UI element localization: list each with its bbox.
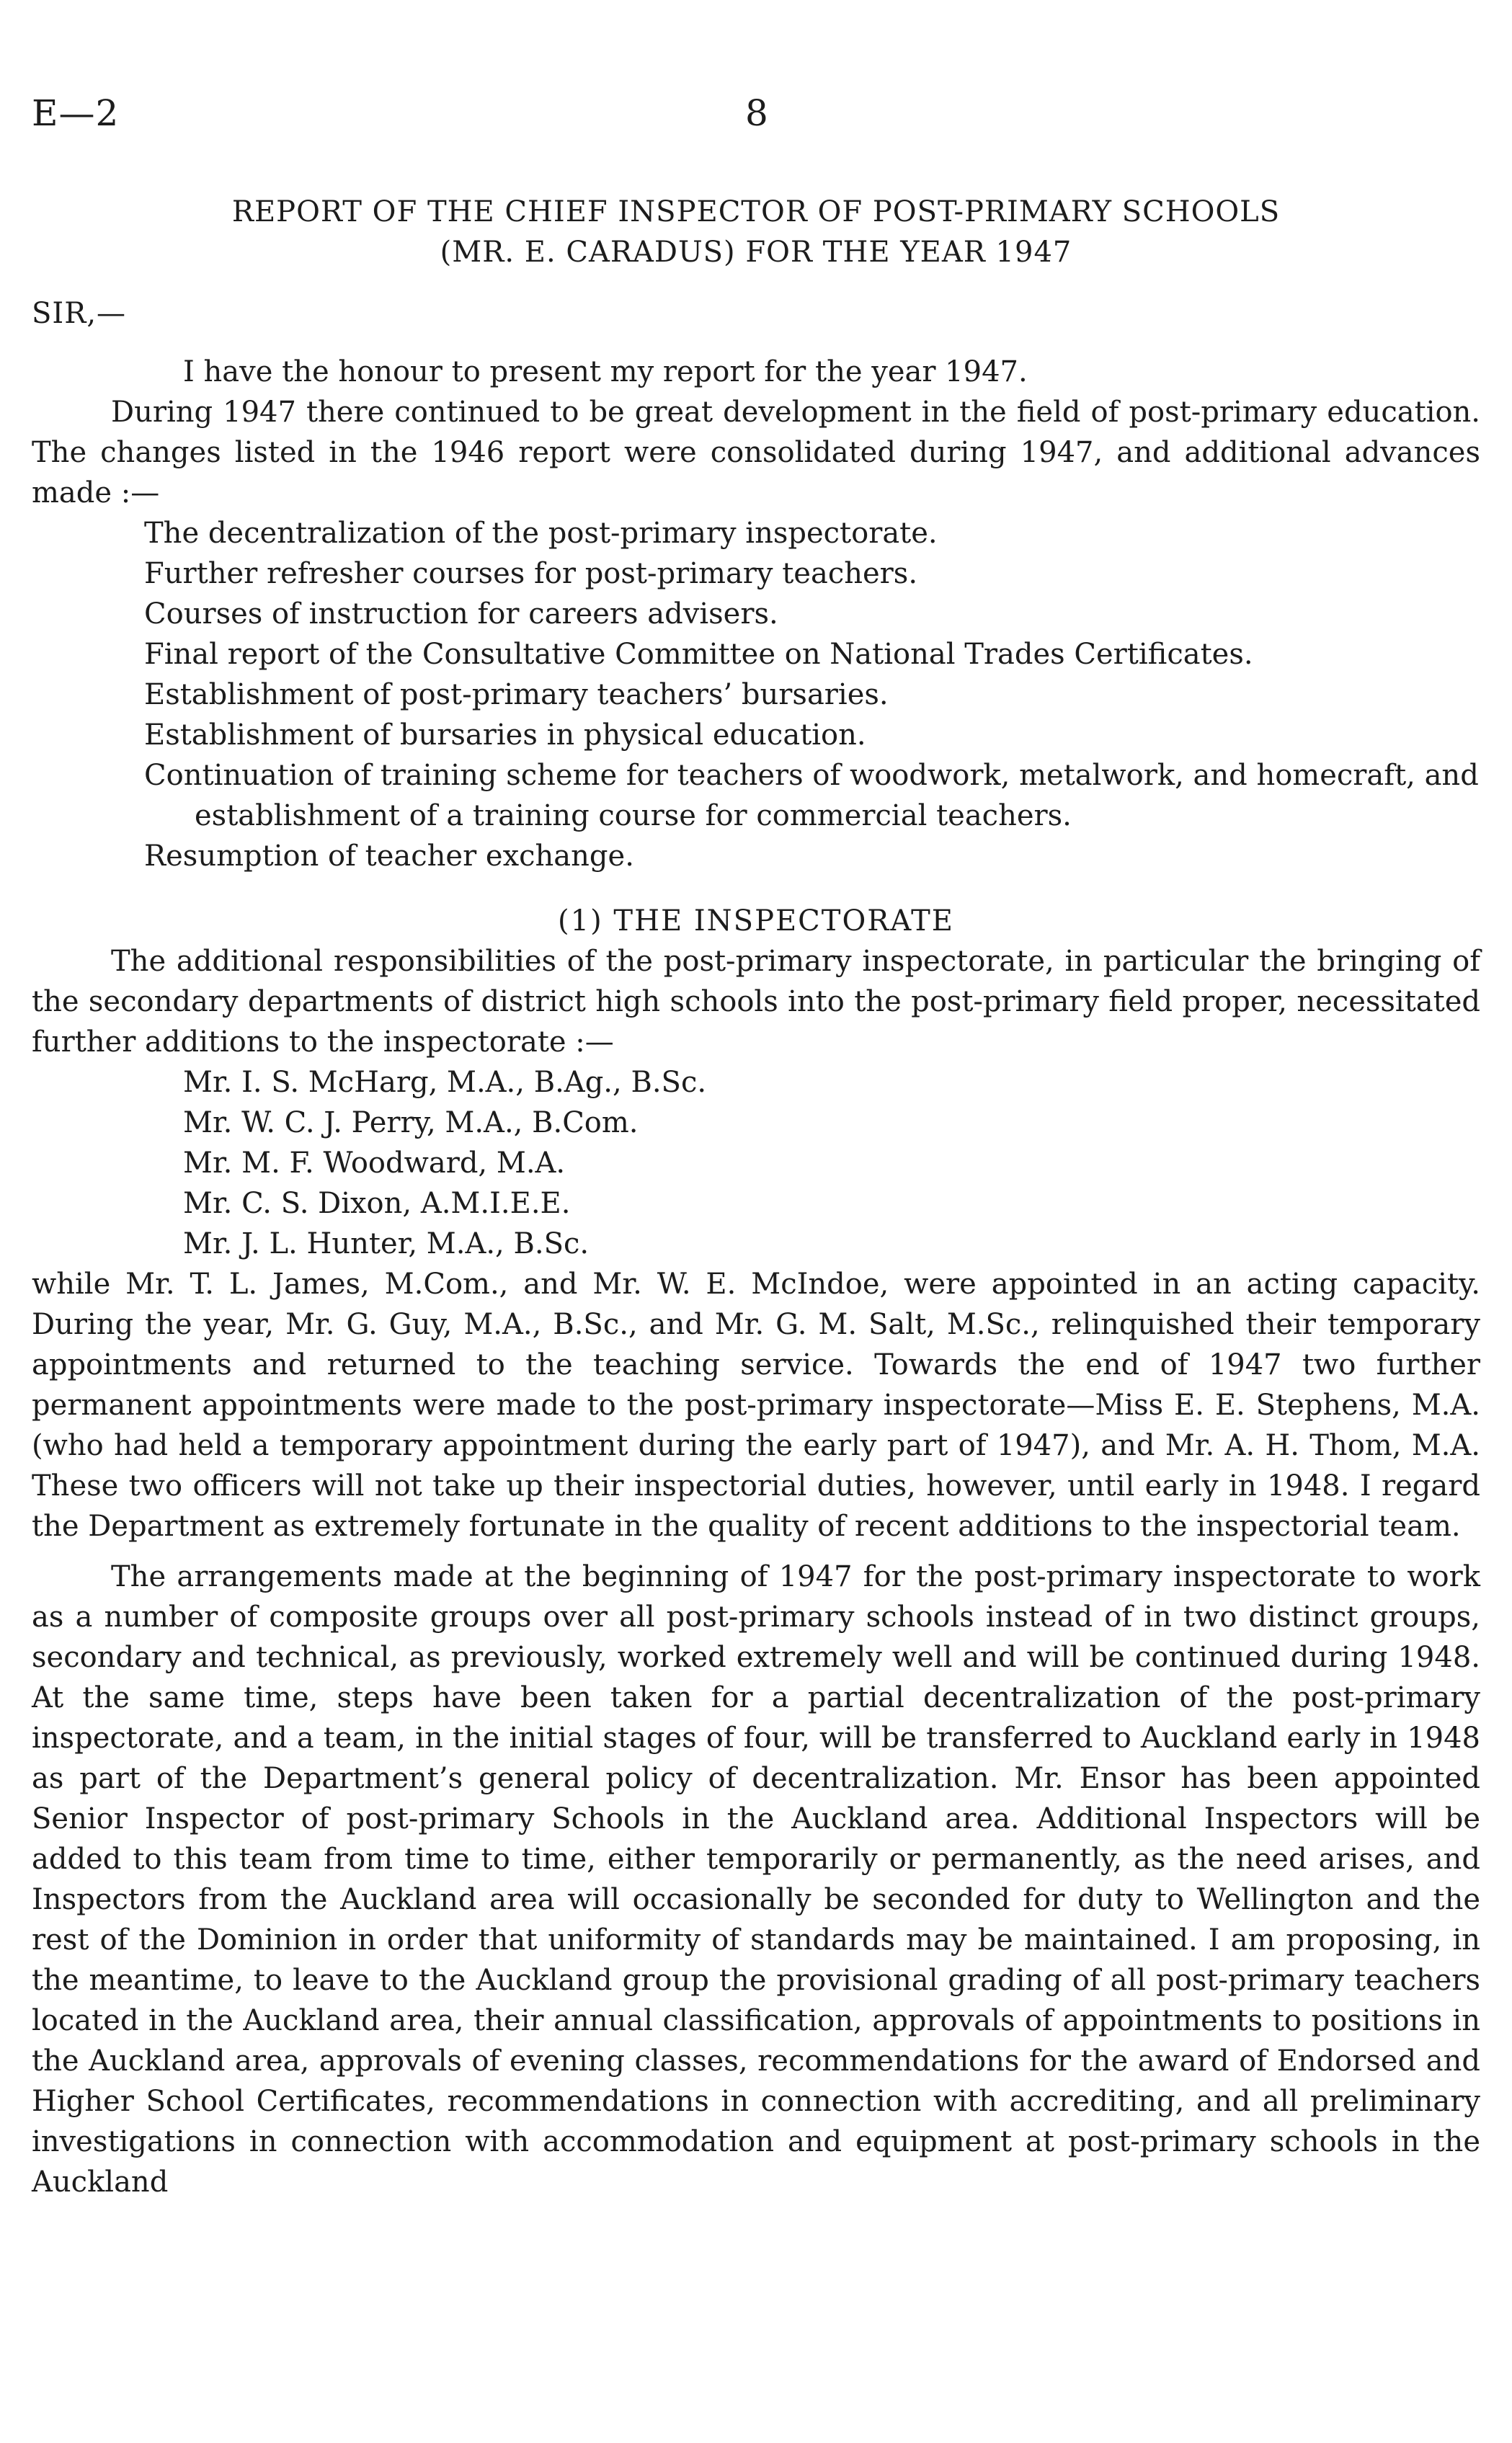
list-item: Resumption of teacher exchange. bbox=[144, 840, 634, 873]
intro-paragraph-1: I have the honour to present my report for the year 1947. bbox=[183, 355, 1028, 388]
list-item: Mr. W. C. J. Perry, M.A., B.Com. bbox=[183, 1106, 639, 1139]
page-reference: E—2 bbox=[32, 92, 120, 134]
list-item: Mr. J. L. Hunter, M.A., B.Sc. bbox=[183, 1227, 590, 1260]
document-page bbox=[32, 0, 1480, 2443]
list-item: Establishment of post-primary teachers’ bursaries. bbox=[144, 678, 889, 711]
report-title-line-1: REPORT OF THE CHIEF INSPECTOR OF POST-PRIMARY SCHOOLS bbox=[231, 195, 1281, 228]
list-item: Continuation of training scheme for teachers of woodwork, metalwork, and homecraft, and establishment of a training course for commercial teachers. bbox=[144, 759, 1479, 832]
list-item: Mr. M. F. Woodward, M.A. bbox=[183, 1147, 566, 1180]
list-item: The decentralization of the post-primary inspectorate. bbox=[144, 517, 938, 550]
report-body bbox=[32, 352, 1480, 2202]
salutation: SIR,— bbox=[32, 297, 127, 330]
appointees-list bbox=[32, 1062, 1480, 1264]
inspectorate-paragraph-1: The additional responsibilities of the post-primary inspectorate, in particular the bringing of the secondary departments of district high schools into the post-primary field proper, necessitated further additions to the inspectorate :— bbox=[32, 945, 1480, 1059]
page-header bbox=[32, 92, 1480, 143]
list-item: Establishment of bursaries in physical education. bbox=[144, 718, 866, 752]
page-number: 8 bbox=[745, 92, 768, 134]
inspectorate-paragraph-2: while Mr. T. L. James, M.Com., and Mr. W. E. McIndoe, were appointed in an acting capacity. During the year, Mr. G. Guy, M.A., B.Sc., and Mr. G. M. Salt, M.Sc., relinquished their temporary appointments and returned to the teaching service. Towards the end of 1947 two further permanent appointments were made to the post-primary inspectorate—Miss E. E. Stephens, M.A. (who had held a temporary appointment during the early part of 1947), and Mr. A. H. Thom, M.A. These two officers will not take up their inspectorial duties, however, until early in 1948. I regard the Department as extremely fortunate in the quality of recent additions to the inspectorial team. bbox=[32, 1268, 1480, 1543]
report-title bbox=[32, 192, 1480, 272]
list-item: Mr. I. S. McHarg, M.A., B.Ag., B.Sc. bbox=[183, 1066, 707, 1099]
section-heading-inspectorate: (1) THE INSPECTORATE bbox=[558, 904, 954, 938]
report-title-line-2: (MR. E. CARADUS) FOR THE YEAR 1947 bbox=[440, 236, 1072, 269]
intro-paragraph-2: During 1947 there continued to be great development in the field of post-primary education. The changes listed in the 1946 report were consolidated during 1947, and additional advances made :— bbox=[32, 396, 1480, 509]
list-item: Courses of instruction for careers advisers. bbox=[144, 597, 778, 631]
changes-list bbox=[32, 513, 1480, 876]
list-item: Further refresher courses for post-primary teachers. bbox=[144, 557, 918, 590]
list-item: Final report of the Consultative Committee on National Trades Certificates. bbox=[144, 638, 1253, 671]
list-item: Mr. C. S. Dixon, A.M.I.E.E. bbox=[183, 1187, 571, 1220]
inspectorate-paragraph-3: The arrangements made at the beginning of 1947 for the post-primary inspectorate to work as a number of composite groups over all post-primary schools instead of in two distinct groups, secondary and technical, as previously, worked extremely well and will be continued during 1948. At the same time, steps have been taken for a partial decentralization of the post-primary inspectorate, and a team, in the initial stages of four, will be transferred to Auckland early in 1948 as part of the Department’s general policy of decentralization. Mr. Ensor has been appointed Senior Inspector of post-primary Schools in the Auckland area. Additional Inspectors will be added to this team from time to time, either temporarily or permanently, as the need arises, and Inspectors from the Auckland area will occasionally be seconded for duty to Wellington and the rest of the Dominion in order that uniformity of standards may be maintained. I am proposing, in the meantime, to leave to the Auckland group the provisional grading of all post-primary teachers located in the Auckland area, their annual classification, approvals of appointments to positions in the Auckland area, approvals of evening classes, recommendations for the award of Endorsed and Higher School Certificates, recommendations in connection with accrediting, and all preliminary investigations in connection with accommodation and equipment at post-primary schools in the Auckland bbox=[32, 1560, 1480, 2199]
